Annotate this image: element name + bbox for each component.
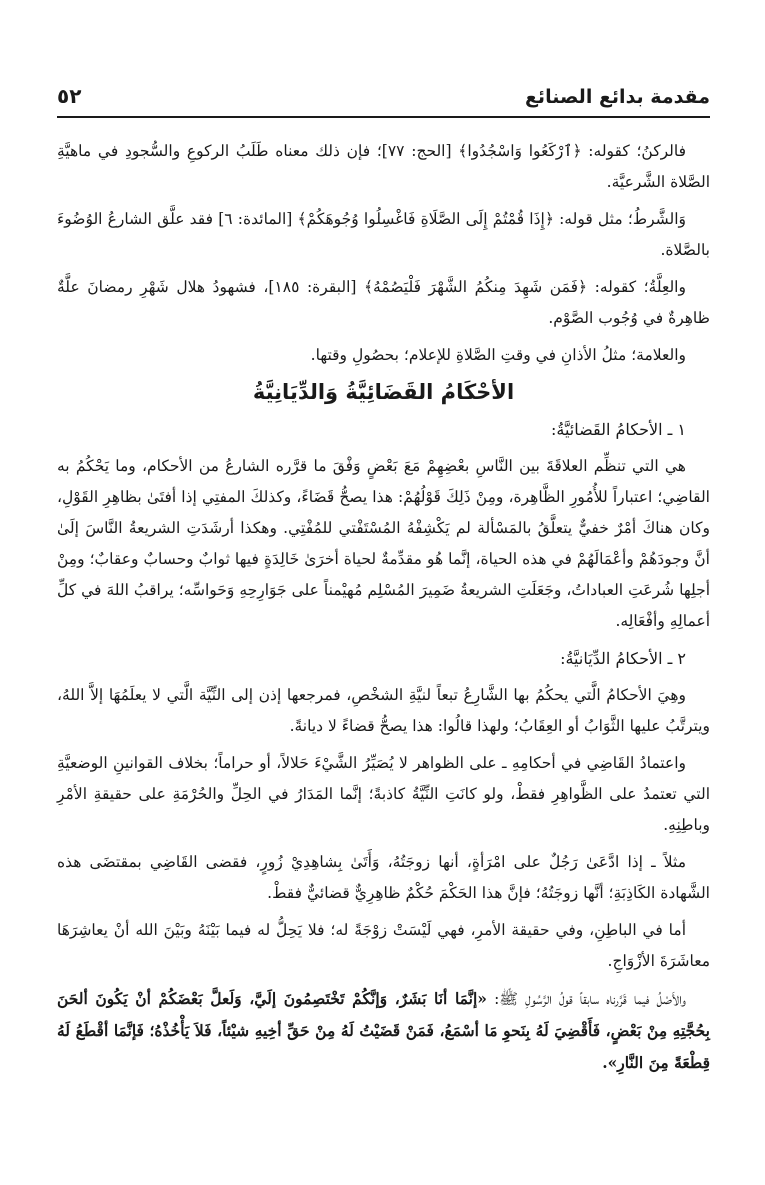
paragraph-religious: وهِيَ الأحكامُ الَّتي يحكُمُ بها الشَّارِعُ تبعاً لنيَّةِ الشخْصِ، فمرجعها إذن إلى النِّيَّة الَّتي لا يعلَمُهَا إلاَّ اللهُ، ويترتَّبُ عليها الثَّوَابُ أو العِقَابُ؛ ولهذا قالُوا: هذا يصحُّ قضاءً لا ديانةً. <box>57 686 710 735</box>
subheading-religious: ٢ ـ الأحكامُ الدِّيَانيَّةُ: <box>560 649 686 668</box>
paragraph-condition: وَالشَّرطُ؛ مثل قوله: ﴿إِذَا قُمْتُمْ إِلَى الصَّلَاةِ فَاغْسِلُوا وُجُوهَكُمْ﴾ [المائدة: ٦] فقد علَّق الشارعُ الوُضُوءَ بالصَّلاة. <box>57 210 710 259</box>
hadith-quote: «إنَّمَا أنَا بَشَرٌ، وَإنَّكُمْ تَخْتَصِمُونَ إلَيَّ، وَلَعلَّ بَعْضَكُمْ أنْ يَكُونَ ألحَنَ بِحُجَّتِهِ مِنْ بَعْضٍ، فَأَقْضِيَ لَهُ بِنَحوِ مَا أسْمَعُ، فَمَنْ قَضَيْتُ لَهُ مِنْ حَقِّ أخِيهِ شيْئاً، فَلاَ يَأْخُذْهُ؛ فَإنَّمَا أقْطَعُ لَهُ قِطْعَةً مِنَ النَّارِ». <box>57 989 710 1072</box>
paragraph-judicial: هي التي تنظِّم العلاقَةَ بين النَّاسِ بعْضِهِمْ مَعَ بَعْضٍ وَفْقَ ما قرَّره الشارعُ من الأحكام، وما يَحْكُمُ به القاضِي؛ اعتباراً للأُمُورِ الظَّاهِرة، ومِنْ ذَلِكَ قَوْلُهُمْ: هذا يصحُّ قَضَاءً، وكذلكَ المفتِي إذا أفتَىٰ بظاهِرِ القَوْلِ، وكان هناكَ أمْرٌ خفيٌّ يتعلَّقُ بالمَسْألة لم يَكْشِفْهُ المُسْتَفْتي للمُفْتِي. وهكذا أرشَدَتِ الشريعةُ النَّاسَ إلَىٰ أنَّ وجودَهُمْ وأعْمَالَهُمْ في هذه الحياة، إنَّما هُو مقدِّمةٌ لحياة أخرَىٰ خَالِدَةٍ فيها ثوابٌ وحسابٌ وعقابٌ؛ ومِنْ أجلِها شُرعَتِ العباداتُ، وجَعَلَتِ الشريعةُ ضَمِيرَ المُسْلِم مُهيْمناً على جَوَارِحِهِ وَحَواسِّه؛ يراقبُ اللهَ في كلِّ أعمالِهِ وأفْعَالِه. <box>57 457 710 630</box>
paragraph-inner-reality: أما في الباطِنِ، وفي حقيقة الأمرِ، فهي لَيْسَتْ زوْجَةً له؛ فلا يَحِلُّ له فيما بَيْنَهُ وبَيْنَ الله أنْ يعاشِرَهَا معاشَرَةَ الأزْوَاجِ. <box>57 921 710 970</box>
subheading-judicial: ١ ـ الأحكامُ القَضائيَّةُ: <box>550 420 686 439</box>
paragraph-cause: والعِلَّةُ؛ كقوله: ﴿فَمَن شَهِدَ مِنكُمُ الشَّهْرَ فَلْيَصُمْهُ﴾ [البقرة: ١٨٥]، فشهودُ هلال شَهْرِ رمضانَ علَّةٌ ظاهِرةٌ في وُجُوب الصَّوْم. <box>57 278 710 327</box>
hadith-intro: والأَصْلُ فيما قَرَّرناه سابقاً قولُ الرَّسُولِ ﷺ: <box>494 990 686 1008</box>
paragraph-example: مثلاً ـ إذا ادَّعَىٰ رَجُلٌ على امْرَأةٍ، أنها زوجَتُهُ، وَأَتَىٰ بِشاهِدِيْ زُورٍ، فقضى القَاضِي بمقتضَى هذه الشَّهادة الكَاذِبَةِ؛ أنَّها زوجَتُهُ؛ فإنَّ هذا الحَكْمَ حُكْمٌ ظاهِرِيٌّ قضائيٌّ فقطْ. <box>57 853 710 902</box>
page-header <box>57 82 710 118</box>
section-heading: الأحْكَامُ القَضَائِيَّةُ وَالدِّيَانِيَّةُ <box>252 380 515 404</box>
paragraph-pillar: فالركنُ؛ كقوله: ﴿ٱرْكَعُوا وَاسْجُدُوا﴾ [الحج: ٧٧]؛ فإن ذلك معناه طَلَبُ الركوعِ والسُّجودِ في ماهيَّةِ الصَّلاة الشَّرعيَّة. <box>57 142 710 191</box>
paragraph-hadith <box>57 983 710 1079</box>
page-title: مقدمة بدائع الصنائع <box>524 86 710 108</box>
paragraph-sign: والعلامة؛ مثلُ الأذانِ في وقتِ الصَّلاةِ للإعلام؛ بحصُولِ وقتها. <box>310 346 686 364</box>
page-number: ٥٢ <box>57 84 82 108</box>
paragraph-judge-reliance: واعتمادُ القَاضِي في أحكامِهِ ـ على الظواهر لا يُصَيِّرُ الشَّيْءَ حَلالاً، أو حراماً؛ بخلاف القوانينِ الوضعيَّةِ التي تعتمدُ على الظَّواهِرِ فقطْ، ولو كانَتِ النِّيَّةُ كاذبةً؛ إنَّما المَدَارُ في الحِلِّ والحُرْمَةِ على حقيقةِ الأمْرِ وباطِنِهِ. <box>57 754 710 834</box>
page-body <box>57 136 710 1085</box>
